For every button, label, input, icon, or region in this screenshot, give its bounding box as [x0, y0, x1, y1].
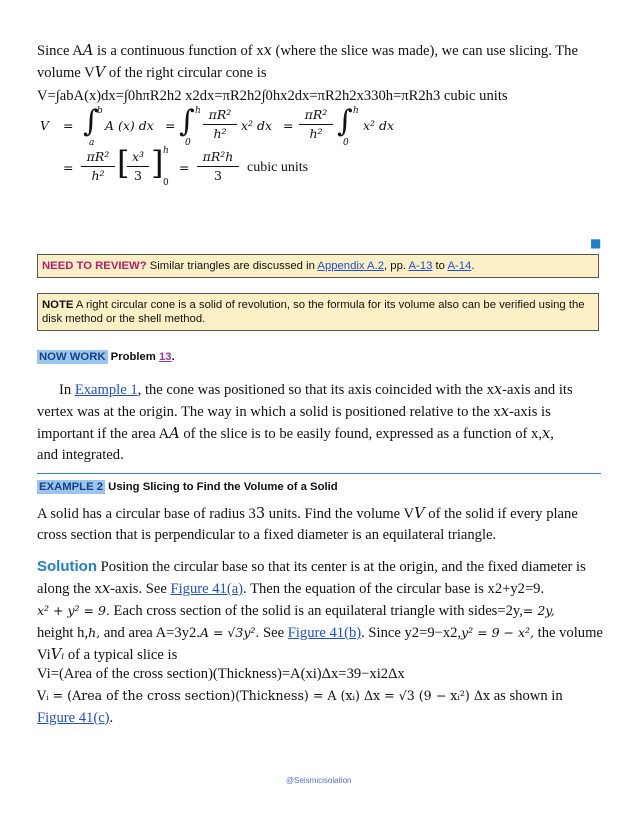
text: of a typical slice is	[64, 647, 178, 663]
eq-sign: =	[179, 160, 190, 175]
height-plain: h,	[77, 625, 89, 641]
review-box	[37, 254, 599, 278]
var-x-plain: x	[94, 581, 102, 597]
var-x-math: x	[493, 381, 503, 398]
bracket-right: ]	[151, 144, 164, 182]
text: -axis and its vertex was at the origin. The way in which a solid is positioned relative to the	[37, 382, 573, 420]
text: (where the slice was made), we can use slicing. The volume	[37, 43, 578, 81]
text: Each cross section of the solid is an equilateral triangle with sides	[109, 603, 498, 619]
problem-13-link[interactable]: 13	[159, 351, 172, 363]
numerator: πR²	[81, 148, 115, 167]
text: A solid has a circular base of radius	[37, 506, 249, 522]
var-V-plain: V	[403, 506, 415, 522]
circle-eq-plain: x2+y2=9.	[487, 581, 545, 597]
integral-lower-0: 0	[185, 138, 191, 148]
bracket-left: [	[117, 144, 130, 182]
note-text: A right circular cone is a solid of revolution, so the formula for its volume also can be verified using the disk method or the shell method.	[42, 299, 585, 325]
numerator: πR²h	[197, 148, 239, 167]
integral-sign: ∫	[179, 104, 195, 139]
text: and integrated.	[37, 447, 124, 463]
text: Problem	[107, 351, 159, 363]
text: height	[37, 625, 78, 641]
circle-eq-math: x² + y² = 9.	[37, 603, 110, 618]
denominator: 3	[214, 168, 222, 183]
eq-A-of-x: A (x) dx	[105, 118, 154, 133]
denominator: h²	[309, 126, 323, 141]
eq-sign: =	[63, 160, 74, 175]
text: of the slice is to be easily found, expressed as a function of	[179, 426, 532, 442]
since-eq-plain: y2=9−x2,	[404, 625, 462, 641]
numerator: πR²	[299, 106, 333, 125]
text: , pp.	[384, 260, 409, 272]
text: .	[171, 351, 175, 363]
figure-41b-link[interactable]: Figure 41(b)	[287, 625, 362, 641]
fraction	[197, 148, 239, 185]
numerator: x³	[127, 148, 149, 167]
var-A-plain: A	[72, 43, 83, 59]
text: Similar triangles are discussed in	[146, 260, 318, 272]
now-work-line	[37, 351, 175, 363]
var-A-math: A	[169, 425, 180, 442]
figure-41c-link[interactable]: Figure 41(c)	[37, 710, 110, 726]
area-math: A = √3y².	[199, 625, 260, 640]
section-divider	[37, 473, 601, 474]
example-2-title: Using Slicing to Find the Volume of a Solid	[105, 481, 338, 493]
denominator: 3	[134, 168, 142, 183]
fraction	[81, 148, 115, 185]
page-a13-link[interactable]: A-13	[408, 260, 433, 272]
var-x-plain: x	[256, 43, 264, 59]
numerator: πR²	[203, 106, 237, 125]
text: and area	[100, 625, 156, 641]
eq-x2dx: x² dx	[363, 118, 395, 133]
page-a14-link[interactable]: A-14	[447, 260, 472, 272]
text: as shown in	[490, 688, 563, 704]
var-V-math: V	[94, 64, 106, 81]
height-math: h,	[88, 625, 101, 640]
text: . Then the equation of the circular base is	[243, 581, 488, 597]
text: is a continuous function of	[93, 43, 257, 59]
figure-41a-link[interactable]: Figure 41(a)	[170, 581, 244, 597]
positioning-paragraph	[37, 379, 603, 466]
example-1-link[interactable]: Example 1	[74, 382, 138, 398]
text: units. Find the volume	[265, 506, 404, 522]
radius-plain: 3	[248, 506, 256, 522]
appendix-link[interactable]: Appendix A.2	[317, 260, 385, 272]
since-eq-math: y² = 9 − x²,	[461, 625, 534, 640]
integral-sign: ∫	[83, 104, 99, 139]
vi-plain: Vi	[37, 647, 51, 663]
intro-paragraph	[37, 40, 603, 84]
example-2-label: EXAMPLE 2	[39, 481, 104, 493]
integral-lower-a: a	[89, 138, 95, 148]
text: of the solid if every plane cross section that is perpendicular to a fixed diameter is an equilateral triangle.	[37, 506, 578, 543]
var-x-math: x	[542, 425, 551, 442]
bracket-lower-0: 0	[163, 178, 169, 188]
vi-formula-math: Vᵢ = (Area of the cross section)(Thickness) = A (xᵢ) Δx = √3 (9 − xᵢ²) Δx	[37, 688, 491, 703]
eq-sign: =	[283, 118, 294, 133]
text: Position the circular base so that its center is at the origin, and the fixed diameter is along the	[37, 559, 586, 597]
text: , the cone was positioned so that its axis coincided with the	[137, 382, 487, 398]
integral-upper-h: h	[353, 106, 359, 116]
var-x-plain: x	[493, 404, 501, 420]
radius-math: 3	[255, 505, 266, 522]
sides-math: = 2y,	[522, 603, 555, 618]
now-work-label: NOW WORK	[39, 351, 106, 363]
fraction	[299, 106, 333, 143]
vi-math: Vᵢ	[50, 646, 65, 663]
vi-formula-plain: Vi=(Area of the cross section)(Thickness)=A(xi)Δx=39−xi2Δx	[37, 666, 405, 682]
var-x-math: x	[263, 42, 272, 59]
example-2-statement	[37, 503, 603, 546]
fraction	[127, 148, 149, 185]
vi-formula-math-line	[37, 686, 603, 706]
text: -axis is important if the area	[37, 404, 551, 442]
text: .	[471, 260, 475, 272]
comma: ,	[550, 426, 554, 442]
text: Since	[37, 43, 73, 59]
text: the volume	[534, 625, 603, 641]
sides-plain: =2y,	[497, 603, 523, 619]
integral-sign: ∫	[337, 104, 353, 139]
text: In	[59, 382, 75, 398]
denominator: h²	[213, 126, 227, 141]
var-x-plain: x	[486, 382, 494, 398]
area-plain: A=3y2.	[155, 625, 200, 641]
example-end-marker: ■	[590, 236, 602, 250]
review-label: NEED TO REVIEW?	[42, 260, 147, 272]
denominator: h²	[91, 168, 105, 183]
eq-sign: =	[165, 118, 176, 133]
var-V-plain: V	[84, 65, 95, 81]
var-V-math: V	[414, 505, 425, 522]
fraction	[203, 106, 237, 143]
text: -axis. See	[110, 581, 171, 597]
solution-label: Solution	[37, 558, 97, 575]
example-2-heading	[37, 481, 338, 493]
text: .	[109, 710, 114, 726]
eq-V: V	[40, 118, 50, 133]
formula-plain: V=∫abA(x)dx=∫0hπR2h2 x2dx=πR2h2∫0hx2dx=πR2h2x330h=πR2h3 cubic units	[37, 88, 508, 104]
note-label: NOTE	[42, 299, 74, 311]
text: of the right circular cone is	[105, 65, 267, 81]
equation-row-2	[37, 146, 597, 194]
text: to	[432, 260, 448, 272]
var-A-plain: A	[158, 426, 170, 442]
var-x-math: x	[101, 580, 111, 597]
note-box	[37, 293, 599, 331]
solution-paragraph	[37, 556, 603, 666]
eq-x2dx: x² dx	[241, 118, 273, 133]
figure-ref-line	[37, 708, 603, 729]
eq-sign: =	[63, 118, 74, 133]
text: See	[259, 625, 288, 641]
eq-cubic-units: cubic units	[247, 160, 309, 175]
integral-lower-0: 0	[343, 138, 349, 148]
var-A-math: A	[82, 42, 94, 59]
bracket-upper-h: h	[163, 146, 169, 156]
integral-upper-b: b	[97, 106, 103, 116]
text: . Since	[361, 625, 405, 641]
text: x,	[531, 426, 542, 442]
watermark: @Seismicisolation	[286, 776, 352, 785]
integral-upper-h: h	[195, 106, 201, 116]
var-x-math: x	[500, 403, 510, 420]
